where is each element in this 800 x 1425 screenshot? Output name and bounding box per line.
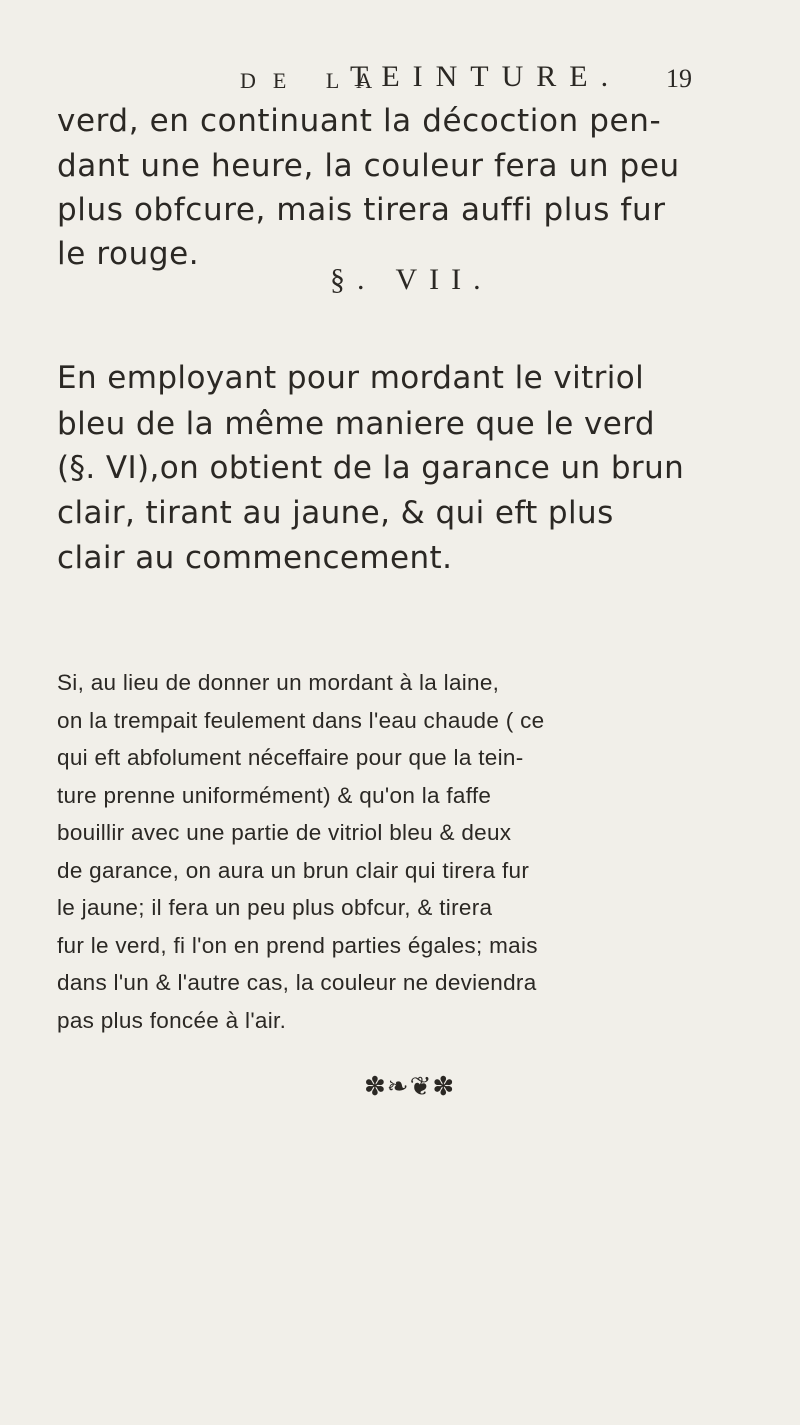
text-line: clair, tirant au jaune, & qui eft plus [57, 495, 614, 531]
running-header [240, 60, 692, 108]
text-line: on la trempait feulement dans l'eau chaude ( ce [57, 708, 545, 733]
text-line: fur le verd, fi l'on en prend parties égales; mais [57, 933, 538, 958]
text-line: dant une heure, la couleur fera un peu [57, 148, 680, 184]
header-title: TEINTURE. [350, 60, 622, 93]
text-line: le jaune; il fera un peu plus obfcur, & tirera [57, 895, 493, 920]
text-line: plus obfcure, mais tirera auffi plus fur [57, 192, 666, 228]
text-line: le rouge. [57, 236, 200, 272]
text-line: En employant pour mordant le vitriol [57, 360, 645, 396]
section-heading: §. VII. [330, 263, 493, 296]
text-line: ture prenne uniformément) & qu'on la faffe [57, 783, 492, 808]
text-line: bleu de la même maniere que le verd [57, 406, 655, 442]
page-number: 19 [666, 64, 692, 93]
tailpiece-ornament: ✽❧❦✽ [364, 1072, 456, 1102]
text-line: dans l'un & l'autre cas, la couleur ne deviendra [57, 970, 537, 995]
text-line: (§. VI),on obtient de la garance un brun [57, 450, 685, 486]
text-line: pas plus foncée à l'air. [57, 1008, 287, 1033]
text-line: de garance, on aura un brun clair qui tirera fur [57, 858, 530, 883]
text-line: bouillir avec une partie de vitriol bleu & deux [57, 820, 512, 845]
header-prefix: DE LA [240, 68, 390, 93]
text-line: verd, en continuant la décoction pen- [57, 103, 662, 139]
text-line: qui eft abfolument néceffaire pour que la tein- [57, 745, 524, 770]
text-line: Si, au lieu de donner un mordant à la laine, [57, 670, 500, 695]
text-line: clair au commencement. [57, 540, 453, 576]
